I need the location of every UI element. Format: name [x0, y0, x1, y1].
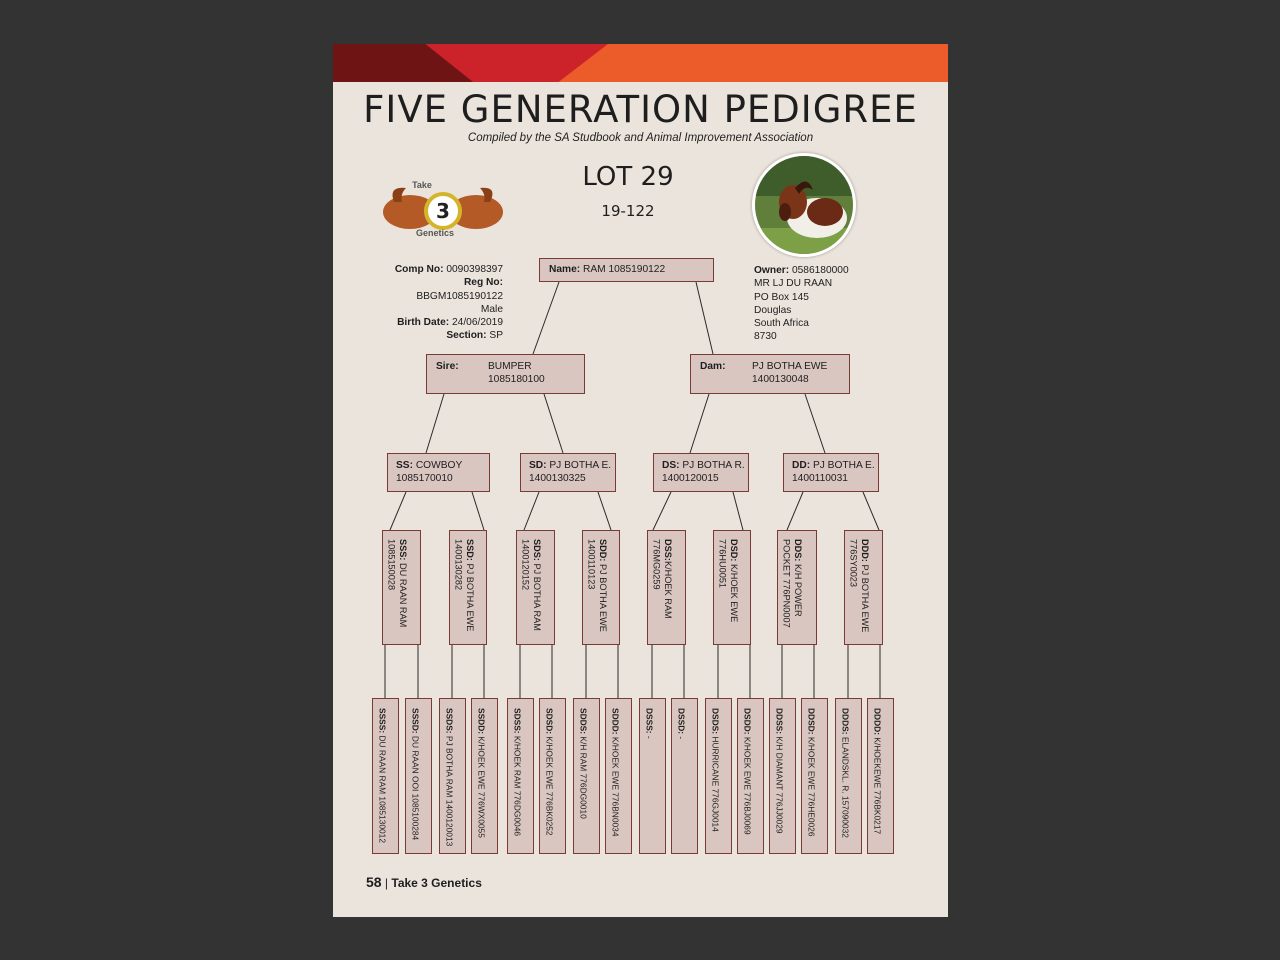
ssds-label: SSDS:: [444, 708, 455, 734]
ss-number: 1085170010: [396, 473, 453, 484]
section-label: Section:: [446, 330, 487, 342]
pedigree-dds-box: [777, 530, 817, 645]
connector-line: [863, 492, 879, 530]
reg-no-label: Reg No:: [463, 277, 503, 289]
lot-title: LOT 29: [582, 162, 674, 192]
ddsd-label: DDSD:: [806, 708, 817, 735]
footer-page-number: 58: [366, 874, 382, 890]
footer-text: Take 3 Genetics: [391, 876, 482, 890]
pedigree-sss-box: [382, 530, 421, 645]
dss-number: 776MG0259: [651, 539, 662, 590]
sdss-text: [511, 708, 523, 836]
pedigree-dss-box: [647, 530, 686, 645]
ds-label: DS:: [662, 460, 680, 471]
logo-genetics: Genetics: [415, 228, 455, 238]
ddds-value: ELANDSKL. R. 157090032: [840, 734, 851, 838]
pedigree-dddd-box: [867, 698, 894, 854]
pedigree-sdd-box: [582, 530, 620, 645]
sss-number: 1085150028: [386, 539, 397, 591]
sdd-text: [585, 539, 608, 632]
comp-no-value: 0090398397: [446, 264, 503, 275]
owner-town: Douglas: [754, 304, 792, 316]
ssss-value: DU RAAN RAM 1085130012: [377, 733, 388, 844]
dsd-label: DSD:: [729, 539, 739, 562]
pedigree-sssd-box: [405, 698, 432, 854]
connector-line: [787, 492, 803, 530]
pedigree-dsds-box: [705, 698, 732, 854]
ssss-text: [376, 708, 388, 843]
pedigree-ssdd-box: [471, 698, 498, 854]
sdsd-value: K/HOEK EWE 776BK0252: [544, 734, 555, 836]
sd-name: PJ BOTHA E.: [549, 460, 612, 471]
root-label: Name:: [549, 264, 581, 275]
sssd-text: [409, 708, 421, 840]
owner-code: 0586180000: [791, 265, 849, 276]
sddd-label: SDDD:: [610, 708, 621, 735]
sssd-label: SSSD:: [410, 708, 421, 734]
sd-number: 1400130325: [529, 473, 586, 484]
birth-date-label: Birth Date:: [397, 317, 450, 329]
dsds-text: [709, 708, 721, 832]
connector-line: [696, 282, 713, 354]
dds-number: POCKET 776PN0007: [781, 539, 792, 628]
sdd-label: SDD:: [598, 539, 608, 562]
pedigree-ddsd-box: [801, 698, 828, 854]
ddss-value: K/H DIAMANT 776JJ0029: [774, 734, 785, 834]
ddss-text: [773, 708, 785, 834]
sss-text: [385, 539, 408, 627]
ssd-label: SSD:: [465, 539, 475, 561]
sds-name: PJ BOTHA RAM: [532, 560, 542, 631]
dam-label: Dam:: [700, 361, 726, 372]
owner-address-line: PO Box 145: [754, 291, 809, 303]
connector-line: [426, 394, 444, 453]
sdds-label: SDDS:: [578, 708, 589, 735]
sss-name: DU RAAN RAM: [398, 560, 408, 628]
pedigree-sds-box: [516, 530, 555, 645]
pedigree-root-box: [539, 258, 714, 282]
ds-number: 1400120015: [662, 473, 719, 484]
sdss-label: SDSS:: [512, 708, 523, 734]
ssds-text: [443, 708, 455, 846]
sssd-value: DU RAAN OOI 1085100284: [410, 733, 421, 841]
sdd-number: 1400110123: [586, 539, 597, 590]
logo-number: 3: [436, 199, 450, 223]
sdd-name: PJ BOTHA EWE: [598, 561, 608, 632]
ssdd-value: K/HOEK EWE 776WX0055: [476, 734, 487, 838]
pedigree-ss-box: [387, 453, 490, 492]
owner-country: South Africa: [754, 318, 809, 330]
lot-number: 19-122: [601, 202, 655, 220]
dds-text: [780, 539, 803, 628]
connector-line: [472, 492, 484, 530]
pedigree-ddd-box: [844, 530, 883, 645]
section-value: SP: [489, 330, 503, 342]
sdss-value: K/HOEK RAM 776DG0046: [512, 733, 523, 837]
sdsd-text: [543, 708, 555, 836]
sire-number: 1085180100: [488, 374, 545, 385]
ssd-name: PJ BOTHA EWE: [465, 560, 475, 632]
ddd-name: PJ BOTHA EWE: [860, 561, 870, 633]
pedigree-ds-box: [653, 453, 749, 492]
dam-number: 1400130048: [752, 374, 809, 385]
sdds-value: K/H RAM 776DG0010: [578, 734, 589, 819]
pedigree-dsdd-box: [737, 698, 764, 854]
ss-label: SS:: [396, 460, 413, 471]
pedigree-ssss-box: [372, 698, 399, 854]
ddd-number: 776SY0023: [848, 539, 859, 588]
ssds-value: PJ BOTHA RAM 1400120013: [444, 733, 455, 847]
owner-label: Owner:: [754, 265, 790, 276]
sd-label: SD:: [529, 460, 547, 471]
dsss-text: [643, 708, 655, 739]
sdsd-label: SDSD:: [544, 708, 555, 735]
dsss-value: -: [644, 733, 655, 739]
pedigree-dam-box: [690, 354, 850, 394]
dsdd-label: DSDD:: [742, 708, 753, 735]
pedigree-sd-box: [520, 453, 616, 492]
dd-label: DD:: [792, 460, 811, 471]
owner-name: MR LJ DU RAAN: [754, 278, 833, 290]
connector-line: [690, 394, 709, 453]
pedigree-sdss-box: [507, 698, 534, 854]
dsss-label: DSSS:: [644, 708, 655, 734]
pedigree-page: [333, 44, 948, 917]
dddd-label: DDDD:: [872, 708, 883, 735]
sex-value: Male: [480, 303, 503, 315]
connector-line: [533, 282, 559, 354]
ssd-text: [452, 539, 475, 631]
pedigree-sire-box: [426, 354, 585, 394]
sire-label: Sire:: [436, 361, 459, 372]
dsd-text: [716, 539, 739, 622]
connector-line: [524, 492, 539, 530]
sss-label: SSS:: [398, 539, 408, 561]
dsdd-text: [741, 708, 753, 835]
dsds-label: DSDS:: [710, 708, 721, 735]
dss-name: K/HOEK RAM: [663, 560, 673, 619]
pedigree-ssd-box: [449, 530, 487, 645]
sds-number: 1400120152: [520, 539, 531, 591]
ddss-label: DDSS:: [774, 708, 785, 735]
pedigree-ddss-box: [769, 698, 796, 854]
connector-line: [733, 492, 743, 530]
logo-take: Take: [412, 180, 432, 190]
ssdd-text: [475, 708, 487, 838]
ddds-text: [839, 708, 851, 838]
ssdd-label: SSDD:: [476, 708, 487, 735]
dsds-value: HURRICANE 776GJ0014: [710, 734, 721, 832]
dss-label: DSS:: [663, 539, 673, 561]
ss-name: COWBOY: [415, 460, 463, 471]
pedigree-sddd-box: [605, 698, 632, 854]
pedigree-sdds-box: [573, 698, 600, 854]
ddd-text: [847, 539, 870, 632]
ssss-label: SSSS:: [377, 708, 388, 734]
reg-no-value: BBGM1085190122: [416, 290, 503, 302]
sire-name: BUMPER: [488, 361, 532, 372]
sds-text: [519, 539, 542, 631]
connector-line: [390, 492, 406, 530]
pedigree-dsss-box: [639, 698, 666, 854]
pedigree-ddds-box: [835, 698, 862, 854]
page-footer: [366, 874, 482, 890]
dsd-number: 776HU0051: [717, 539, 728, 589]
dds-name: K/H POWER: [793, 561, 803, 617]
footer-separator: |: [381, 876, 392, 890]
pedigree-dd-box: [783, 453, 879, 492]
ssd-number: 1400130282: [453, 539, 464, 591]
dddd-value: K/HOEKEWE 776BK0217: [872, 734, 883, 835]
ddsd-text: [805, 708, 817, 836]
sddd-text: [609, 708, 621, 836]
dssd-text: [675, 708, 687, 739]
sds-label: SDS:: [532, 539, 542, 561]
ddsd-value: K/HOEK EWE 776HE0026: [806, 734, 817, 837]
sddd-value: K/HOEK EWE 776BN0034: [610, 734, 621, 837]
connector-line: [653, 492, 671, 530]
dam-name: PJ BOTHA EWE: [752, 361, 828, 372]
page-title: FIVE GENERATION PEDIGREE: [363, 88, 918, 131]
dsd-name: K/HOEK EWE: [729, 561, 739, 623]
owner-postal-code: 8730: [754, 331, 777, 343]
pedigree-dssd-box: [671, 698, 698, 854]
dsdd-value: K/HOEK EWE 776BJ0069: [742, 734, 753, 835]
dds-label: DDS:: [793, 539, 803, 562]
pedigree-sdsd-box: [539, 698, 566, 854]
comp-no-label: Comp No:: [394, 264, 444, 275]
birth-date-value: 24/06/2019: [452, 317, 503, 329]
dssd-value: -: [676, 734, 687, 740]
sdds-text: [577, 708, 589, 819]
ddd-label: DDD:: [860, 539, 870, 562]
pedigree-dsd-box: [713, 530, 751, 645]
connector-line: [805, 394, 825, 453]
connector-line: [598, 492, 611, 530]
dssd-label: DSSD:: [676, 708, 687, 735]
connector-line: [544, 394, 563, 453]
root-value: RAM 1085190122: [582, 264, 666, 275]
dss-text: [650, 539, 673, 619]
pedigree-ssds-box: [439, 698, 466, 854]
page-subtitle: Compiled by the SA Studbook and Animal Improvement Association: [467, 132, 814, 144]
dddd-text: [871, 708, 883, 834]
dd-name: PJ BOTHA E.: [812, 460, 875, 471]
dd-number: 1400110031: [792, 473, 848, 484]
ds-name: PJ BOTHA R.: [682, 460, 745, 471]
ddds-label: DDDS:: [840, 708, 851, 735]
